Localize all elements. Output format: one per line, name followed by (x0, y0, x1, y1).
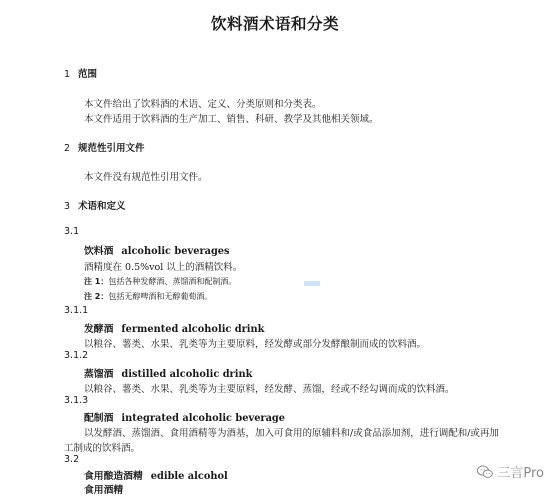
term-heading (84, 243, 230, 257)
term-heading-next (84, 482, 123, 496)
term-number: 3.1 (64, 226, 80, 237)
term-english: alcoholic beverages (121, 246, 230, 257)
watermark-text: 三言Pro (497, 466, 544, 481)
note-label: 注 2： (84, 292, 109, 301)
term-chinese: 食用酒精 (84, 485, 124, 496)
term-english: distilled alcoholic drink (121, 369, 253, 380)
term-number: 3.1.3 (64, 395, 89, 406)
paragraph: 本文件给出了饮料酒的术语、定义、分类原则和分类表。 (84, 99, 322, 110)
wechat-icon (476, 465, 494, 479)
term-definition: 以粮谷、薯类、水果、乳类等为主要原料，经发酵或部分发酵酿制而成的饮料酒。 (84, 339, 427, 350)
term-number: 3.2 (64, 454, 80, 465)
term-chinese: 配制酒 (84, 413, 114, 424)
term-english: integrated alcoholic beverage (121, 413, 286, 424)
term-english: edible alcohol (150, 471, 228, 482)
term-number: 3.1.1 (64, 305, 89, 316)
note-label: 注 1： (84, 277, 109, 286)
section-2-heading (64, 140, 145, 154)
section-number: 2 (64, 143, 71, 154)
term-heading (84, 410, 285, 424)
term-heading (84, 366, 252, 380)
term-heading (84, 321, 264, 335)
term-chinese: 饮料酒 (84, 246, 114, 257)
term-number: 3.1.2 (64, 350, 89, 361)
term-chinese: 食用酿造酒精 (84, 471, 143, 482)
note (84, 276, 236, 287)
section-number: 1 (64, 69, 71, 80)
section-title: 范围 (78, 69, 98, 80)
term-definition: 酒精度在 0.5%vol 以上的酒精饮料。 (84, 262, 243, 273)
document-title: 饮料酒术语和分类 (210, 15, 339, 33)
section-number: 3 (64, 201, 71, 212)
term-definition: 以发酵酒、蒸馏酒、食用酒精等为酒基，加入可食用的原辅料和/或食品添加剂，进行调配和/或再加 (84, 428, 499, 439)
paragraph: 本文件没有规范性引用文件。 (84, 172, 208, 183)
section-1-heading (64, 66, 97, 80)
note (84, 291, 212, 302)
term-english: fermented alcoholic drink (121, 324, 265, 335)
highlight-mark (304, 281, 320, 286)
term-chinese: 蒸馏酒 (84, 369, 114, 380)
paragraph: 本文件适用于饮料酒的生产加工、销售、科研、教学及其他相关领域。 (84, 114, 379, 125)
term-heading (84, 468, 228, 482)
section-title: 规范性引用文件 (78, 143, 145, 154)
term-definition-continued: 工制成的饮料酒。 (64, 443, 141, 454)
note-text: 包括各种发酵酒、蒸馏酒和配制酒。 (108, 277, 237, 286)
section-title: 术语和定义 (78, 201, 126, 212)
term-chinese: 发酵酒 (84, 324, 114, 335)
section-3-heading (64, 198, 126, 212)
term-definition: 以粮谷、薯类、水果、乳类等为主要原料，经发酵、蒸馏，经或不经勾调而成的饮料酒。 (84, 384, 455, 395)
watermark (476, 462, 544, 481)
note-text: 包括无醇啤酒和无醇葡萄酒。 (108, 292, 213, 301)
